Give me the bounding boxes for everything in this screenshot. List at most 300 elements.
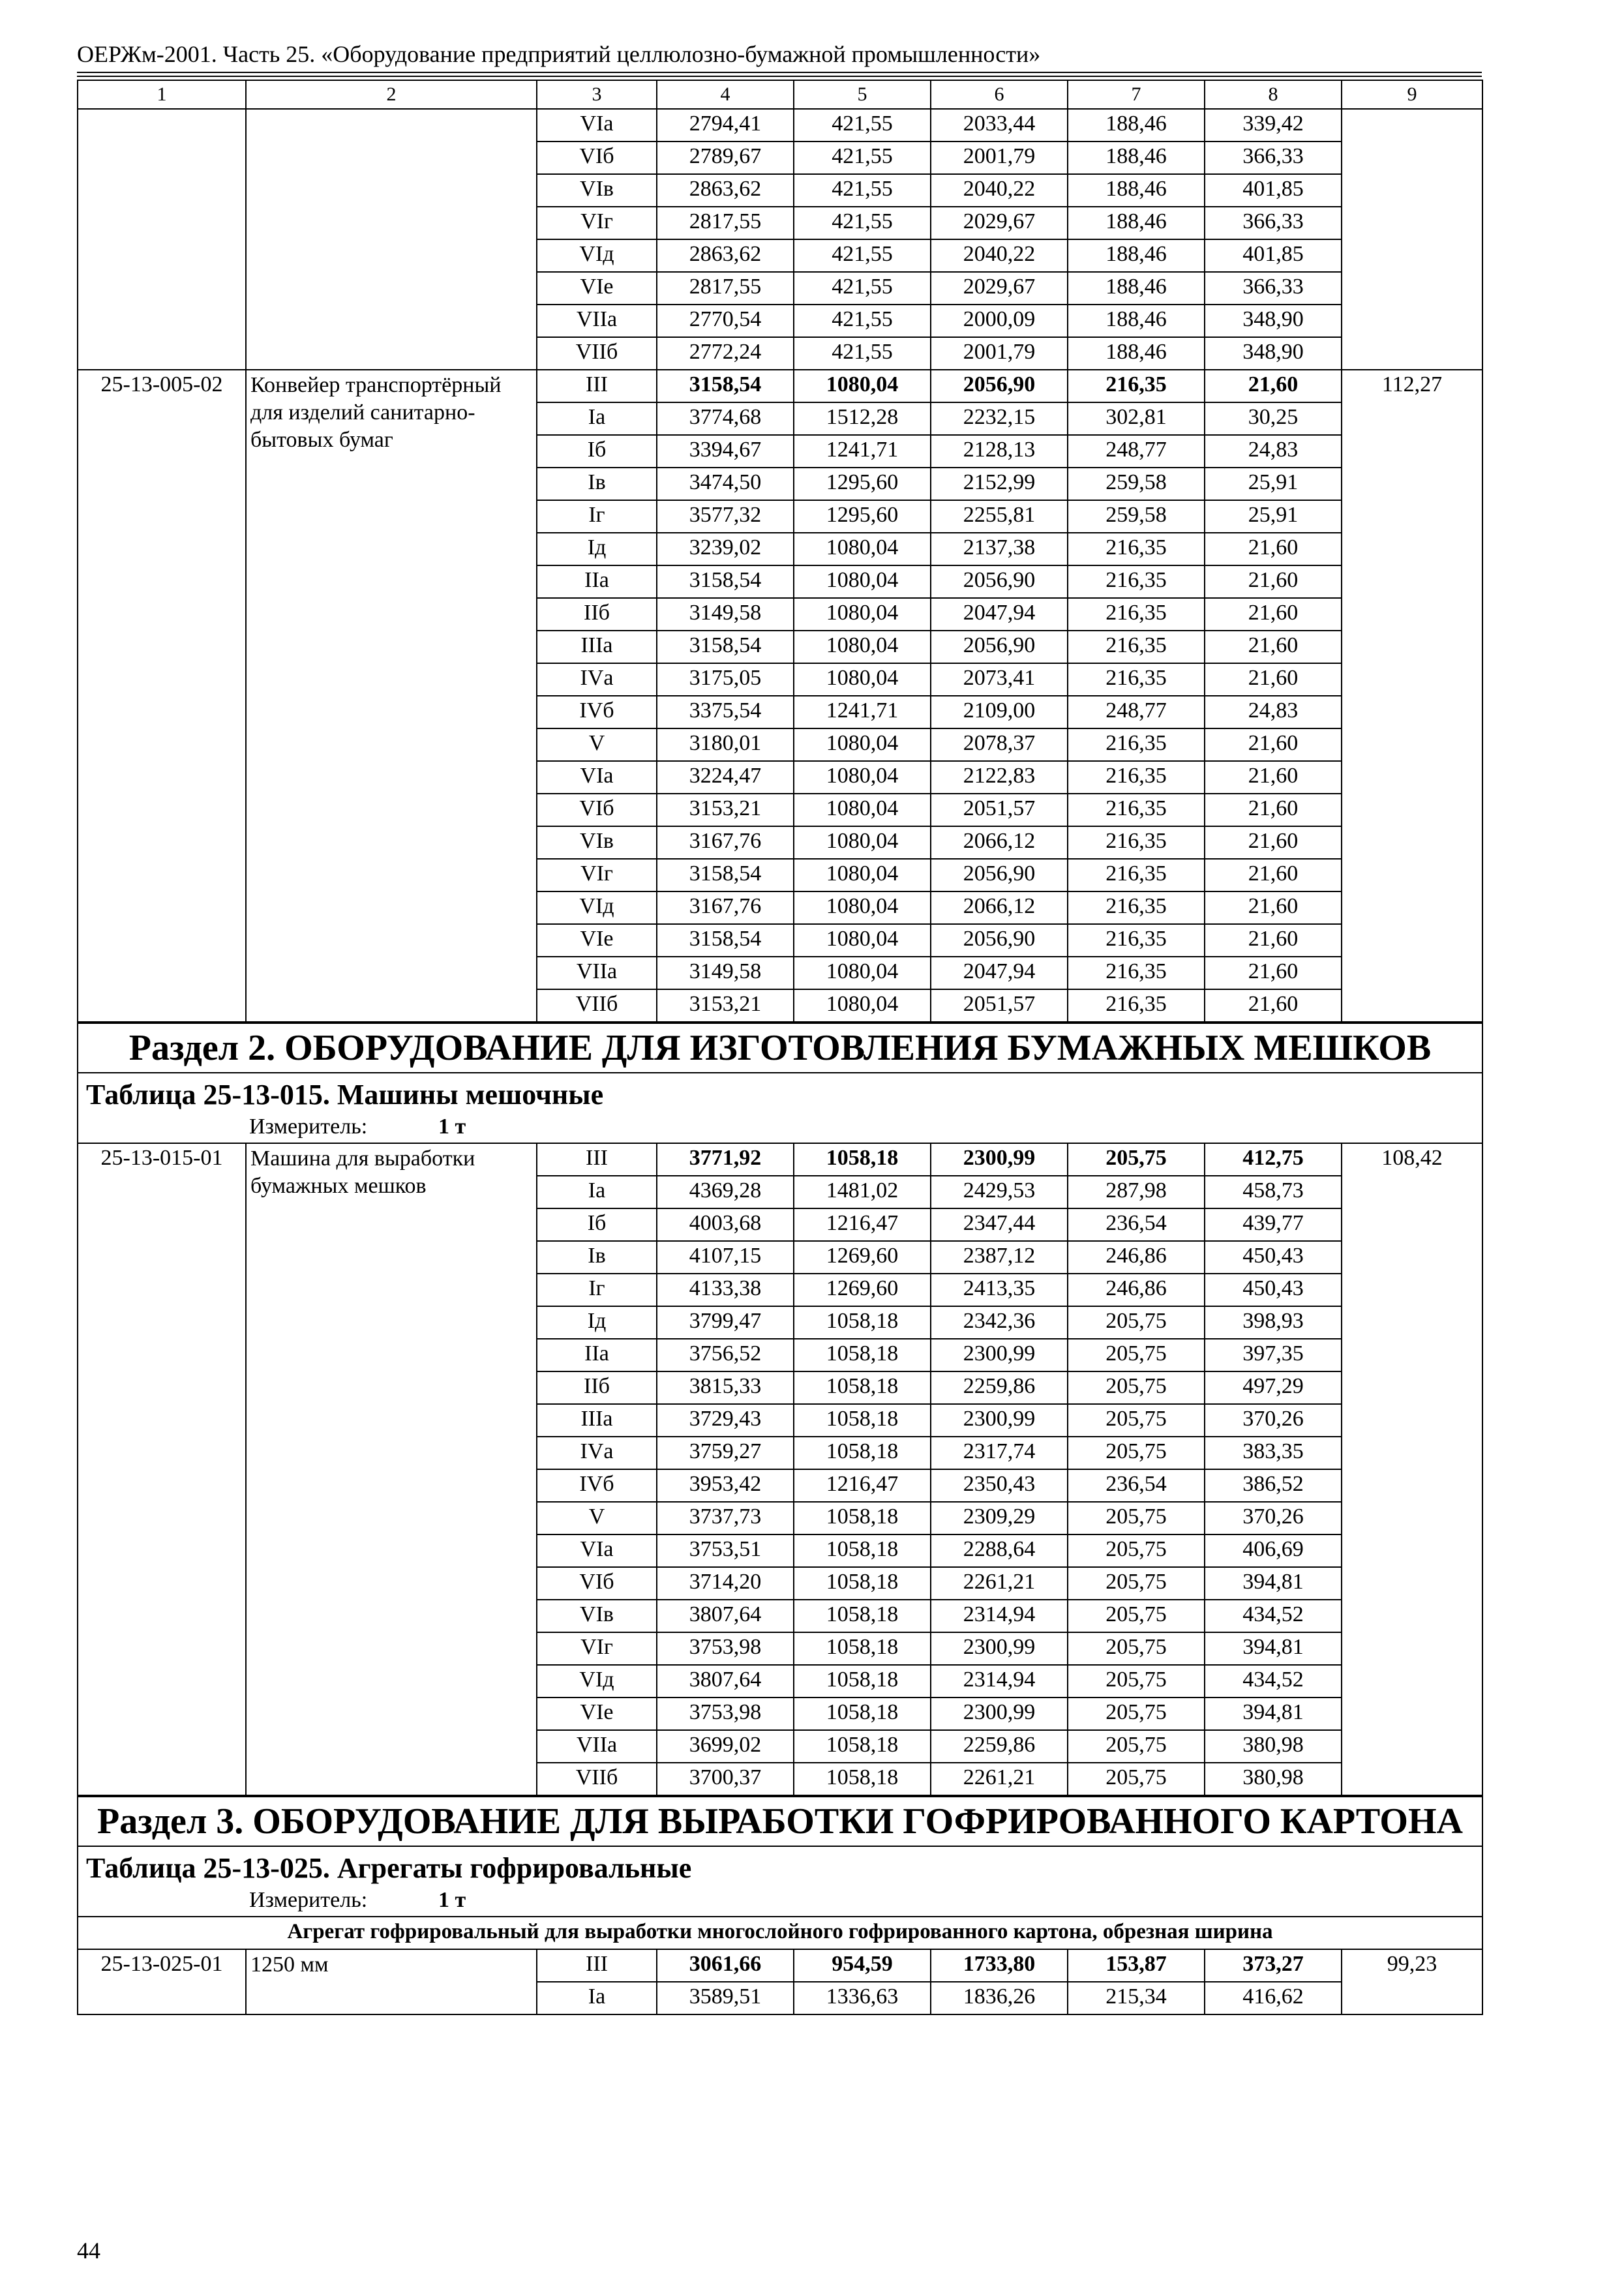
value-cell: 439,77 <box>1205 1208 1342 1241</box>
value-cell: 2300,99 <box>931 1339 1068 1371</box>
column-number: 4 <box>657 80 794 109</box>
zone-cell: VIд <box>537 891 657 924</box>
value-cell: 248,77 <box>1068 696 1205 728</box>
name-cell: Машина для выработки бумажных мешков <box>246 1143 537 1796</box>
value-cell: 1058,18 <box>794 1339 931 1371</box>
zone-cell: IVб <box>537 1469 657 1502</box>
value-cell: 2137,38 <box>931 533 1068 565</box>
value-cell: 3577,32 <box>657 500 794 533</box>
value-cell: 3756,52 <box>657 1339 794 1371</box>
value-cell: 2261,21 <box>931 1567 1068 1600</box>
zone-cell: VIв <box>537 826 657 859</box>
value-cell: 3700,37 <box>657 1763 794 1796</box>
value-cell: 3149,58 <box>657 598 794 631</box>
value-cell: 3394,67 <box>657 435 794 468</box>
value-cell: 2066,12 <box>931 891 1068 924</box>
value-cell: 416,62 <box>1205 1982 1342 2014</box>
zone-cell: VIв <box>537 174 657 207</box>
value-cell: 2255,81 <box>931 500 1068 533</box>
value-cell: 434,52 <box>1205 1600 1342 1632</box>
value-cell: 421,55 <box>794 142 931 174</box>
value-cell: 216,35 <box>1068 370 1205 402</box>
value-cell: 2300,99 <box>931 1143 1068 1176</box>
value-cell: 2314,94 <box>931 1600 1068 1632</box>
zone-cell: VIг <box>537 859 657 891</box>
zone-cell: V <box>537 728 657 761</box>
running-header: ОЕРЖм-2001. Часть 25. «Оборудование предприятий целлюлозно-бумажной промышленности» <box>77 41 1041 67</box>
value-cell: 3753,98 <box>657 1698 794 1730</box>
zone-cell: VIIа <box>537 957 657 989</box>
value-cell: 21,60 <box>1205 565 1342 598</box>
value-cell: 3753,51 <box>657 1534 794 1567</box>
value-cell: 3759,27 <box>657 1437 794 1469</box>
value-cell: 3239,02 <box>657 533 794 565</box>
value-cell: 1295,60 <box>794 500 931 533</box>
value-cell: 3375,54 <box>657 696 794 728</box>
value-cell: 21,60 <box>1205 794 1342 826</box>
code-cell: 25-13-015-01 <box>78 1143 246 1796</box>
zone-cell: IVа <box>537 663 657 696</box>
table-row <box>78 109 1482 142</box>
meter-label: Измеритель: <box>249 1888 368 1912</box>
value-cell: 1058,18 <box>794 1600 931 1632</box>
section-title: Раздел 2. ОБОРУДОВАНИЕ ДЛЯ ИЗГОТОВЛЕНИЯ БУМАЖНЫХ МЕШКОВ <box>78 1023 1482 1073</box>
value-cell: 366,33 <box>1205 142 1342 174</box>
value-cell: 3714,20 <box>657 1567 794 1600</box>
value-cell: 1836,26 <box>931 1982 1068 2014</box>
zone-cell: VIб <box>537 142 657 174</box>
value-cell: 2817,55 <box>657 272 794 305</box>
value-cell: 412,75 <box>1205 1143 1342 1176</box>
value-cell: 366,33 <box>1205 207 1342 239</box>
value-cell: 401,85 <box>1205 239 1342 272</box>
value-cell: 3153,21 <box>657 794 794 826</box>
zone-cell: IIIа <box>537 1404 657 1437</box>
value-cell: 153,87 <box>1068 1949 1205 1982</box>
zone-cell: V <box>537 1502 657 1534</box>
value-cell: 3180,01 <box>657 728 794 761</box>
value-cell: 1080,04 <box>794 826 931 859</box>
value-cell: 21,60 <box>1205 761 1342 794</box>
table-row <box>78 370 1482 402</box>
value-cell: 3699,02 <box>657 1730 794 1763</box>
value-cell: 21,60 <box>1205 598 1342 631</box>
name-cell: Конвейер транспортёрный для изделий санитарно-бытовых бумаг <box>246 370 537 1023</box>
value-cell: 2770,54 <box>657 305 794 337</box>
table-title <box>78 1073 1482 1113</box>
value-cell: 1080,04 <box>794 728 931 761</box>
value-cell: 1058,18 <box>794 1730 931 1763</box>
value-cell: 216,35 <box>1068 728 1205 761</box>
value-cell: 4107,15 <box>657 1241 794 1274</box>
zone-cell: Iв <box>537 468 657 500</box>
table-subheader-row <box>78 1917 1482 1949</box>
col9-cell: 99,23 <box>1342 1949 1482 2014</box>
value-cell: 205,75 <box>1068 1763 1205 1796</box>
value-cell: 21,60 <box>1205 826 1342 859</box>
value-cell: 380,98 <box>1205 1730 1342 1763</box>
value-cell: 1058,18 <box>794 1534 931 1567</box>
value-cell: 259,58 <box>1068 500 1205 533</box>
value-cell: 3807,64 <box>657 1665 794 1698</box>
value-cell: 2863,62 <box>657 239 794 272</box>
value-cell: 2047,94 <box>931 957 1068 989</box>
value-cell: 3153,21 <box>657 989 794 1023</box>
value-cell: 383,35 <box>1205 1437 1342 1469</box>
value-cell: 248,77 <box>1068 435 1205 468</box>
value-cell: 1058,18 <box>794 1143 931 1176</box>
value-cell: 216,35 <box>1068 859 1205 891</box>
value-cell: 2073,41 <box>931 663 1068 696</box>
zone-cell: III <box>537 370 657 402</box>
value-cell: 246,86 <box>1068 1274 1205 1306</box>
column-number: 7 <box>1068 80 1205 109</box>
value-cell: 3774,68 <box>657 402 794 435</box>
value-cell: 2300,99 <box>931 1404 1068 1437</box>
value-cell: 216,35 <box>1068 631 1205 663</box>
value-cell: 1241,71 <box>794 435 931 468</box>
value-cell: 2309,29 <box>931 1502 1068 1534</box>
value-cell: 1080,04 <box>794 891 931 924</box>
value-cell: 216,35 <box>1068 891 1205 924</box>
value-cell: 450,43 <box>1205 1241 1342 1274</box>
table-title-text: Таблица 25-13-015. Машины мешочные <box>86 1079 604 1111</box>
zone-cell: VIIб <box>537 337 657 370</box>
value-cell: 1058,18 <box>794 1632 931 1665</box>
value-cell: 1058,18 <box>794 1437 931 1469</box>
value-cell: 1080,04 <box>794 631 931 663</box>
column-number: 6 <box>931 80 1068 109</box>
value-cell: 2001,79 <box>931 142 1068 174</box>
value-cell: 1269,60 <box>794 1241 931 1274</box>
code-cell: 25-13-025-01 <box>78 1949 246 2014</box>
value-cell: 2040,22 <box>931 174 1068 207</box>
value-cell: 21,60 <box>1205 989 1342 1023</box>
table-subheader: Агрегат гофрировальный для выработки многослойного гофрированного картона, обрезная ширина <box>78 1917 1482 1949</box>
value-cell: 205,75 <box>1068 1730 1205 1763</box>
value-cell: 2056,90 <box>931 370 1068 402</box>
section-title-row <box>78 1023 1482 1073</box>
zone-cell: IVа <box>537 1437 657 1469</box>
value-cell: 2300,99 <box>931 1698 1068 1730</box>
value-cell: 2317,74 <box>931 1437 1068 1469</box>
zone-cell: IIIа <box>537 631 657 663</box>
value-cell: 188,46 <box>1068 305 1205 337</box>
value-cell: 21,60 <box>1205 663 1342 696</box>
value-cell: 1080,04 <box>794 859 931 891</box>
value-cell: 25,91 <box>1205 468 1342 500</box>
value-cell: 4003,68 <box>657 1208 794 1241</box>
value-cell: 216,35 <box>1068 663 1205 696</box>
value-cell: 2128,13 <box>931 435 1068 468</box>
value-cell: 1216,47 <box>794 1469 931 1502</box>
value-cell: 21,60 <box>1205 957 1342 989</box>
value-cell: 421,55 <box>794 207 931 239</box>
value-cell: 1058,18 <box>794 1371 931 1404</box>
value-cell: 21,60 <box>1205 859 1342 891</box>
value-cell: 1216,47 <box>794 1208 931 1241</box>
value-cell: 25,91 <box>1205 500 1342 533</box>
value-cell: 434,52 <box>1205 1665 1342 1698</box>
value-cell: 3158,54 <box>657 565 794 598</box>
zone-cell: VIе <box>537 272 657 305</box>
value-cell: 3771,92 <box>657 1143 794 1176</box>
value-cell: 1080,04 <box>794 794 931 826</box>
section-title: Раздел 3. ОБОРУДОВАНИЕ ДЛЯ ВЫРАБОТКИ ГОФРИРОВАННОГО КАРТОНА <box>78 1796 1482 1846</box>
value-cell: 259,58 <box>1068 468 1205 500</box>
column-number: 1 <box>78 80 246 109</box>
value-cell: 3175,05 <box>657 663 794 696</box>
table-row <box>78 1949 1482 1982</box>
value-cell: 339,42 <box>1205 109 1342 142</box>
value-cell: 3474,50 <box>657 468 794 500</box>
value-cell: 1058,18 <box>794 1698 931 1730</box>
zone-cell: Iг <box>537 500 657 533</box>
value-cell: 497,29 <box>1205 1371 1342 1404</box>
value-cell: 2429,53 <box>931 1176 1068 1208</box>
value-cell: 30,25 <box>1205 402 1342 435</box>
code-cell <box>78 109 246 370</box>
value-cell: 2259,86 <box>931 1730 1068 1763</box>
value-cell: 2122,83 <box>931 761 1068 794</box>
zone-cell: Iд <box>537 1306 657 1339</box>
column-number: 5 <box>794 80 931 109</box>
col9-cell: 112,27 <box>1342 370 1482 1023</box>
value-cell: 3167,76 <box>657 826 794 859</box>
value-cell: 2152,99 <box>931 468 1068 500</box>
value-cell: 1295,60 <box>794 468 931 500</box>
value-cell: 3149,58 <box>657 957 794 989</box>
value-cell: 2232,15 <box>931 402 1068 435</box>
value-cell: 1269,60 <box>794 1274 931 1306</box>
value-cell: 205,75 <box>1068 1632 1205 1665</box>
zone-cell: VIв <box>537 1600 657 1632</box>
value-cell: 458,73 <box>1205 1176 1342 1208</box>
value-cell: 21,60 <box>1205 631 1342 663</box>
value-cell: 2047,94 <box>931 598 1068 631</box>
value-cell: 2066,12 <box>931 826 1068 859</box>
value-cell: 3815,33 <box>657 1371 794 1404</box>
value-cell: 2794,41 <box>657 109 794 142</box>
table-title-row <box>78 1846 1482 1886</box>
value-cell: 3807,64 <box>657 1600 794 1632</box>
value-cell: 216,35 <box>1068 598 1205 631</box>
value-cell: 188,46 <box>1068 337 1205 370</box>
value-cell: 1080,04 <box>794 565 931 598</box>
meter-label: Измеритель: <box>249 1115 368 1139</box>
value-cell: 1080,04 <box>794 989 931 1023</box>
value-cell: 1058,18 <box>794 1763 931 1796</box>
value-cell: 2109,00 <box>931 696 1068 728</box>
value-cell: 4133,38 <box>657 1274 794 1306</box>
column-number: 2 <box>246 80 537 109</box>
zone-cell: IVб <box>537 696 657 728</box>
value-cell: 2056,90 <box>931 924 1068 957</box>
value-cell: 216,35 <box>1068 957 1205 989</box>
value-cell: 2078,37 <box>931 728 1068 761</box>
zone-cell: VIг <box>537 207 657 239</box>
zone-cell: VIа <box>537 109 657 142</box>
value-cell: 21,60 <box>1205 924 1342 957</box>
value-cell: 421,55 <box>794 305 931 337</box>
value-cell: 421,55 <box>794 109 931 142</box>
value-cell: 246,86 <box>1068 1241 1205 1274</box>
value-cell: 1058,18 <box>794 1404 931 1437</box>
value-cell: 2288,64 <box>931 1534 1068 1567</box>
value-cell: 188,46 <box>1068 272 1205 305</box>
value-cell: 21,60 <box>1205 533 1342 565</box>
name-cell: 1250 мм <box>246 1949 537 2014</box>
value-cell: 188,46 <box>1068 207 1205 239</box>
value-cell: 1080,04 <box>794 663 931 696</box>
value-cell: 2000,09 <box>931 305 1068 337</box>
value-cell: 2300,99 <box>931 1632 1068 1665</box>
value-cell: 421,55 <box>794 337 931 370</box>
value-cell: 236,54 <box>1068 1208 1205 1241</box>
value-cell: 1336,63 <box>794 1982 931 2014</box>
value-cell: 24,83 <box>1205 435 1342 468</box>
page-number: 44 <box>77 2237 100 2264</box>
zone-cell: IIб <box>537 1371 657 1404</box>
value-cell: 216,35 <box>1068 924 1205 957</box>
value-cell: 216,35 <box>1068 989 1205 1023</box>
value-cell: 394,81 <box>1205 1632 1342 1665</box>
column-number: 3 <box>537 80 657 109</box>
meter <box>78 1113 1482 1143</box>
value-cell: 1080,04 <box>794 370 931 402</box>
value-cell: 954,59 <box>794 1949 931 1982</box>
value-cell: 287,98 <box>1068 1176 1205 1208</box>
value-cell: 2051,57 <box>931 794 1068 826</box>
value-cell: 2001,79 <box>931 337 1068 370</box>
value-cell: 2033,44 <box>931 109 1068 142</box>
zone-cell: III <box>537 1143 657 1176</box>
value-cell: 1058,18 <box>794 1665 931 1698</box>
value-cell: 2261,21 <box>931 1763 1068 1796</box>
value-cell: 406,69 <box>1205 1534 1342 1567</box>
value-cell: 2772,24 <box>657 337 794 370</box>
table-title <box>78 1846 1482 1886</box>
zone-cell: Iд <box>537 533 657 565</box>
value-cell: 1733,80 <box>931 1949 1068 1982</box>
value-cell: 2314,94 <box>931 1665 1068 1698</box>
value-cell: 1512,28 <box>794 402 931 435</box>
value-cell: 2051,57 <box>931 989 1068 1023</box>
zone-cell: Iа <box>537 1176 657 1208</box>
value-cell: 188,46 <box>1068 239 1205 272</box>
value-cell: 3953,42 <box>657 1469 794 1502</box>
value-cell: 3061,66 <box>657 1949 794 1982</box>
zone-cell: VIIа <box>537 1730 657 1763</box>
value-cell: 3167,76 <box>657 891 794 924</box>
value-cell: 2259,86 <box>931 1371 1068 1404</box>
zone-cell: IIа <box>537 1339 657 1371</box>
header-rule <box>77 72 1482 77</box>
value-cell: 2056,90 <box>931 631 1068 663</box>
value-cell: 4369,28 <box>657 1176 794 1208</box>
value-cell: 205,75 <box>1068 1534 1205 1567</box>
meter-value: 1 т <box>438 1888 466 1912</box>
zone-cell: III <box>537 1949 657 1982</box>
value-cell: 450,43 <box>1205 1274 1342 1306</box>
column-number: 9 <box>1342 80 1482 109</box>
zone-cell: IIб <box>537 598 657 631</box>
value-cell: 2056,90 <box>931 565 1068 598</box>
value-cell: 2029,67 <box>931 207 1068 239</box>
zone-cell: VIд <box>537 239 657 272</box>
table-row <box>78 1143 1482 1176</box>
value-cell: 215,34 <box>1068 1982 1205 2014</box>
value-cell: 3158,54 <box>657 924 794 957</box>
value-cell: 2347,44 <box>931 1208 1068 1241</box>
value-cell: 3753,98 <box>657 1632 794 1665</box>
zone-cell: VIе <box>537 924 657 957</box>
code-cell: 25-13-005-02 <box>78 370 246 1023</box>
column-numbers-row <box>78 80 1482 109</box>
column-number: 8 <box>1205 80 1342 109</box>
value-cell: 386,52 <box>1205 1469 1342 1502</box>
zone-cell: IIа <box>537 565 657 598</box>
value-cell: 398,93 <box>1205 1306 1342 1339</box>
zone-cell: Iг <box>537 1274 657 1306</box>
value-cell: 216,35 <box>1068 761 1205 794</box>
meter-value: 1 т <box>438 1115 466 1139</box>
rates-table <box>77 80 1483 2015</box>
zone-cell: VIIб <box>537 1763 657 1796</box>
value-cell: 2350,43 <box>931 1469 1068 1502</box>
value-cell: 366,33 <box>1205 272 1342 305</box>
value-cell: 2789,67 <box>657 142 794 174</box>
zone-cell: VIа <box>537 761 657 794</box>
value-cell: 394,81 <box>1205 1567 1342 1600</box>
value-cell: 205,75 <box>1068 1306 1205 1339</box>
value-cell: 205,75 <box>1068 1600 1205 1632</box>
value-cell: 1058,18 <box>794 1306 931 1339</box>
value-cell: 348,90 <box>1205 337 1342 370</box>
value-cell: 373,27 <box>1205 1949 1342 1982</box>
value-cell: 216,35 <box>1068 794 1205 826</box>
value-cell: 397,35 <box>1205 1339 1342 1371</box>
name-cell <box>246 109 537 370</box>
value-cell: 3158,54 <box>657 631 794 663</box>
value-cell: 3158,54 <box>657 370 794 402</box>
value-cell: 2056,90 <box>931 859 1068 891</box>
zone-cell: Iа <box>537 1982 657 2014</box>
value-cell: 1058,18 <box>794 1502 931 1534</box>
value-cell: 370,26 <box>1205 1404 1342 1437</box>
value-cell: 2029,67 <box>931 272 1068 305</box>
meter-row <box>78 1113 1482 1143</box>
value-cell: 2413,35 <box>931 1274 1068 1306</box>
zone-cell: Iв <box>537 1241 657 1274</box>
value-cell: 302,81 <box>1068 402 1205 435</box>
value-cell: 1241,71 <box>794 696 931 728</box>
value-cell: 2863,62 <box>657 174 794 207</box>
value-cell: 348,90 <box>1205 305 1342 337</box>
value-cell: 3799,47 <box>657 1306 794 1339</box>
zone-cell: Iб <box>537 1208 657 1241</box>
col9-cell: 108,42 <box>1342 1143 1482 1796</box>
value-cell: 3729,43 <box>657 1404 794 1437</box>
zone-cell: VIг <box>537 1632 657 1665</box>
value-cell: 1080,04 <box>794 957 931 989</box>
value-cell: 2040,22 <box>931 239 1068 272</box>
value-cell: 3158,54 <box>657 859 794 891</box>
value-cell: 205,75 <box>1068 1143 1205 1176</box>
value-cell: 21,60 <box>1205 370 1342 402</box>
value-cell: 188,46 <box>1068 109 1205 142</box>
value-cell: 188,46 <box>1068 174 1205 207</box>
